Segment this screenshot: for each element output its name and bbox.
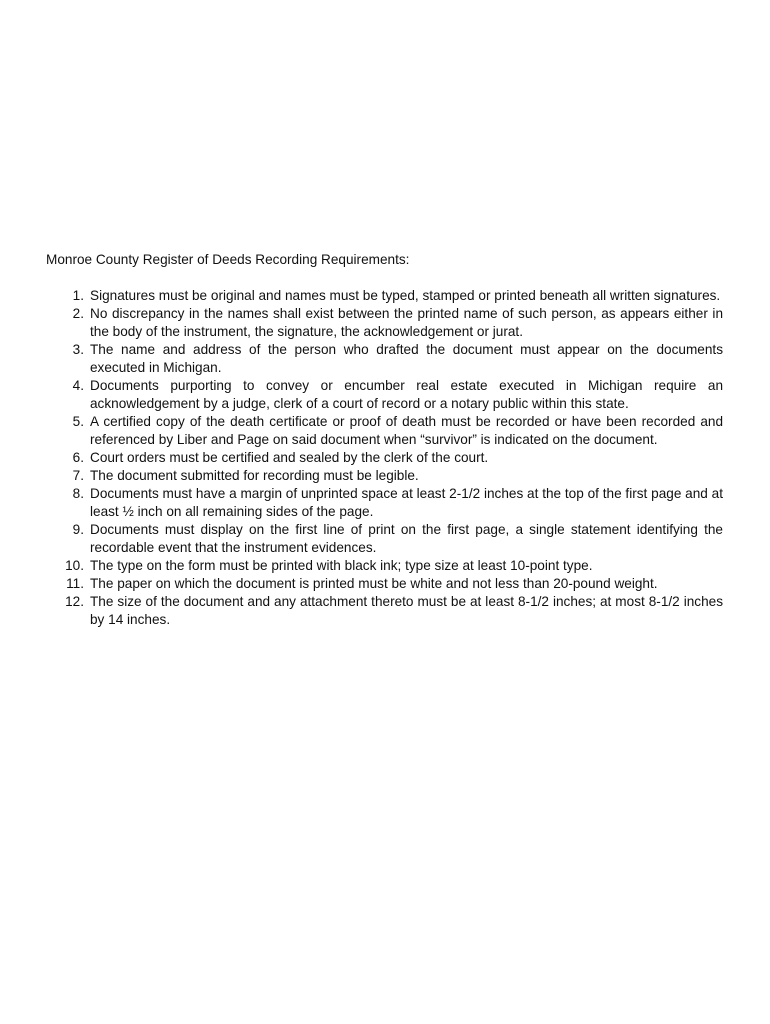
requirements-list: [46, 287, 723, 629]
item-number: 2.: [72, 306, 84, 321]
item-text: The type on the form must be printed with black ink; type size at least 10-point type.: [90, 558, 593, 573]
item-text: A certified copy of the death certificate or proof of death must be recorded or have been recorded and referenced by Liber and Page on said document when “survivor” is indicated on the document.: [90, 414, 723, 447]
item-text: The document submitted for recording must be legible.: [90, 468, 419, 483]
item-number: 10.: [65, 558, 84, 573]
list-item: [46, 449, 723, 467]
item-text: The paper on which the document is printed must be white and not less than 20-pound weight.: [90, 576, 658, 591]
item-number: 1.: [72, 288, 84, 303]
list-item: [46, 521, 723, 557]
list-item: [46, 467, 723, 485]
item-text: No discrepancy in the names shall exist between the printed name of such person, as appears either in the body of the instrument, the signature, the acknowledgement or jurat.: [90, 306, 723, 339]
item-number: 12.: [65, 594, 84, 609]
list-item: [46, 341, 723, 377]
item-number: 3.: [72, 342, 84, 357]
item-number: 5.: [72, 414, 84, 429]
item-text: Documents must display on the first line of print on the first page, a single statement identifying the recordable event that the instrument evidences.: [90, 522, 723, 555]
list-item: [46, 377, 723, 413]
list-item: [46, 593, 723, 629]
document-title: Monroe County Register of Deeds Recording Requirements:: [46, 252, 410, 267]
list-item: [46, 305, 723, 341]
item-text: Signatures must be original and names must be typed, stamped or printed beneath all written signatures.: [90, 288, 721, 303]
list-item: [46, 485, 723, 521]
item-number: 4.: [72, 378, 84, 393]
list-item: [46, 413, 723, 449]
item-text: Court orders must be certified and sealed by the clerk of the court.: [90, 450, 489, 465]
item-number: 8.: [72, 486, 84, 501]
item-number: 11.: [66, 576, 84, 591]
list-item: [46, 557, 723, 575]
list-item: [46, 575, 723, 593]
item-number: 6.: [72, 450, 84, 465]
item-number: 9.: [72, 522, 84, 537]
list-item: [46, 287, 723, 305]
item-text: The size of the document and any attachment thereto must be at least 8-1/2 inches; at most 8-1/2 inches by 14 inches.: [90, 594, 723, 627]
item-text: Documents purporting to convey or encumber real estate executed in Michigan require an acknowledgement by a judge, clerk of a court of record or a notary public within this state.: [90, 378, 723, 411]
item-text: Documents must have a margin of unprinted space at least 2-1/2 inches at the top of the first page and at least ½ inch on all remaining sides of the page.: [90, 486, 723, 519]
item-text: The name and address of the person who drafted the document must appear on the documents executed in Michigan.: [90, 342, 723, 375]
item-number: 7.: [72, 468, 84, 483]
